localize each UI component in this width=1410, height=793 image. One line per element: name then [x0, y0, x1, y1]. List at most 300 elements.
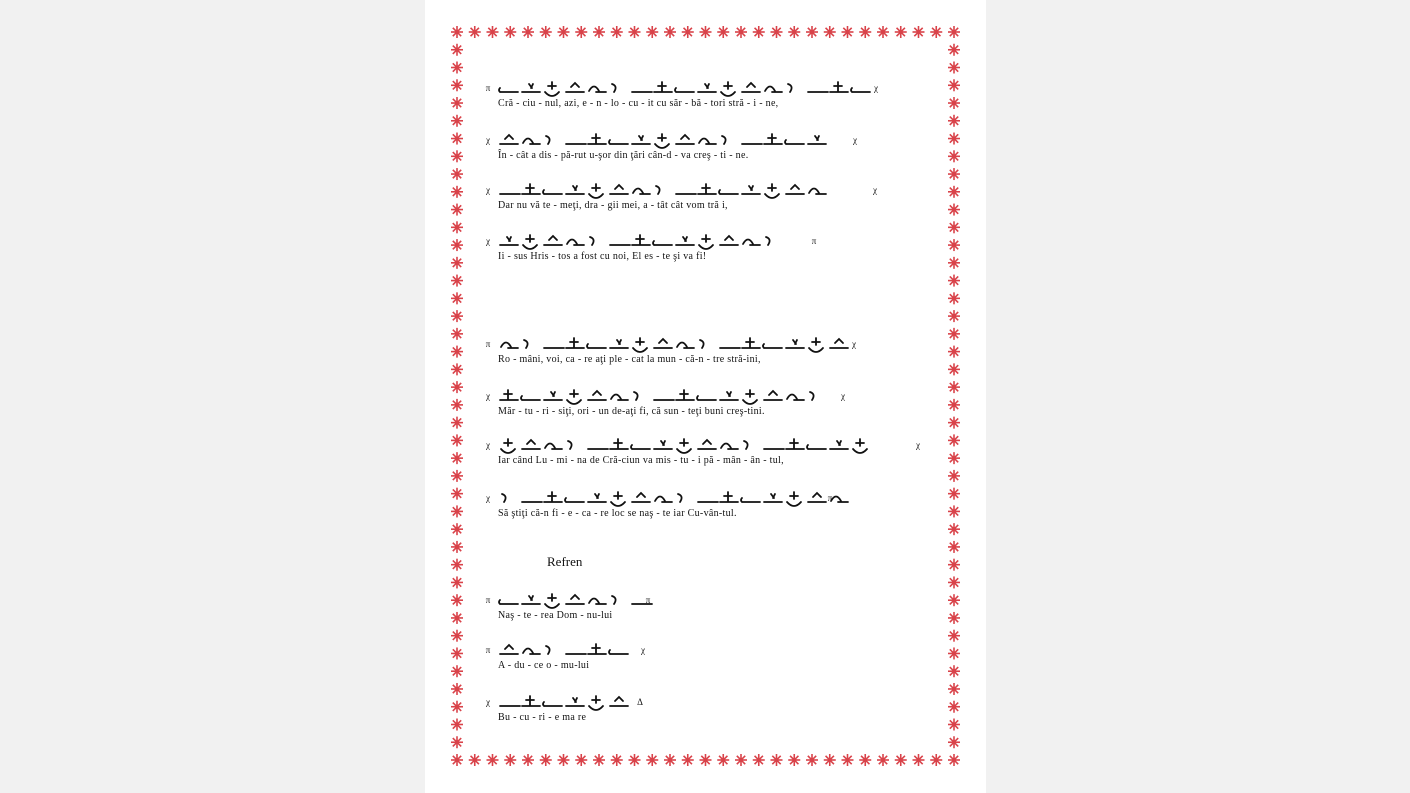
martyria-sign: χ [841, 391, 845, 401]
snowflake-cross-icon [469, 26, 481, 38]
byzantine-neume-icon [589, 87, 606, 93]
martyria-sign: χ [486, 185, 490, 195]
snowflake-cross-icon [948, 62, 960, 74]
byzantine-neume-icon [764, 391, 782, 400]
snowflake-cross-icon [859, 26, 871, 38]
byzantine-neume-icon [612, 84, 616, 92]
byzantine-neume-icon [523, 139, 540, 145]
snowflake-cross-icon [948, 44, 960, 56]
byzantine-neume-icon [610, 185, 628, 194]
byzantine-neume-icon [677, 439, 691, 453]
byzantine-neume-icon [785, 140, 804, 144]
byzantine-neume-icon [764, 494, 782, 502]
byzantine-neume-icon [654, 82, 672, 92]
snowflake-cross-icon [948, 470, 960, 482]
byzantine-neume-icon [676, 390, 694, 400]
snowflake-cross-icon [451, 612, 463, 624]
byzantine-neume-icon [698, 184, 716, 194]
snowflake-cross-icon [948, 736, 960, 748]
refrain-heading: Refren [547, 554, 583, 569]
byzantine-neume-icon [566, 338, 584, 348]
chant-line [484, 692, 924, 728]
snowflake-cross-icon [948, 168, 960, 180]
byzantine-neume-icon [501, 343, 518, 349]
byzantine-neume-icon [589, 184, 603, 198]
martyria-sign: χ [852, 339, 856, 349]
snowflake-cross-icon [487, 26, 499, 38]
martyria-sign: χ [874, 83, 878, 93]
byzantine-neume-icon [719, 190, 738, 194]
snowflake-cross-icon [451, 133, 463, 145]
lyric-text: Iar când Lu - mi - na de Cră-ciun va mis - tu - i pă - mân - ân - tul, [498, 455, 784, 466]
byzantine-neume-icon [742, 338, 760, 348]
snowflake-cross-icon [948, 26, 960, 38]
byzantine-neume-icon [632, 235, 650, 245]
martyria-sign: χ [641, 645, 645, 655]
snowflake-cross-icon [948, 328, 960, 340]
byzantine-neume-icon [566, 595, 584, 604]
snowflake-cross-icon [646, 26, 658, 38]
lyric-text: Cră - ciu - nul, azi, e - n - lo - cu - it cu săr - bă - tori stră - i - ne, [498, 98, 779, 109]
snowflake-cross-icon [948, 239, 960, 251]
snowflake-cross-icon [948, 594, 960, 606]
snowflake-cross-icon [948, 399, 960, 411]
martyria-sign: π [811, 236, 817, 246]
snowflake-cross-icon [842, 754, 854, 766]
byzantine-neume-icon [499, 600, 518, 604]
byzantine-neume-icon [502, 494, 506, 502]
snowflake-cross-icon [451, 115, 463, 127]
lyric-text: Naş - te - rea Dom - nu-lui [498, 610, 613, 621]
byzantine-neume-icon [830, 339, 848, 348]
snowflake-cross-icon [948, 150, 960, 162]
snowflake-cross-icon [771, 754, 783, 766]
snowflake-cross-icon [451, 488, 463, 500]
byzantine-neume-icon [610, 439, 628, 449]
martyria-sign: χ [853, 135, 857, 145]
snowflake-cross-icon [664, 26, 676, 38]
snowflake-cross-icon [451, 505, 463, 517]
byzantine-neume-icon [609, 140, 628, 144]
snowflake-cross-icon [646, 754, 658, 766]
snowflake-cross-icon [451, 576, 463, 588]
byzantine-neume-icon [588, 644, 606, 654]
snowflake-cross-icon [948, 346, 960, 358]
lyric-text: A - du - ce o - mu-lui [498, 660, 590, 671]
snowflake-cross-icon [948, 79, 960, 91]
martyria-sign: π [485, 645, 491, 655]
snowflake-cross-icon [629, 754, 641, 766]
byzantine-neume-icon [721, 82, 735, 96]
snowflake-cross-icon [451, 328, 463, 340]
neume-row [484, 590, 924, 612]
martyria-sign: π [485, 595, 491, 605]
byzantine-neume-icon [588, 391, 606, 400]
chant-line [484, 386, 924, 422]
neume-row [484, 386, 924, 408]
snowflake-cross-icon [451, 683, 463, 695]
snowflake-cross-icon [948, 541, 960, 553]
byzantine-neume-icon [523, 649, 540, 655]
byzantine-neume-icon [634, 392, 638, 400]
snowflake-cross-icon [451, 292, 463, 304]
byzantine-neume-icon [787, 492, 801, 506]
byzantine-neume-icon [610, 340, 628, 348]
byzantine-neume-icon [698, 84, 716, 92]
snowflake-cross-icon [451, 523, 463, 535]
byzantine-neume-icon [500, 237, 518, 245]
byzantine-neume-icon [699, 235, 713, 249]
martyria-sign: χ [486, 440, 490, 450]
martyria-sign: π [485, 339, 491, 349]
byzantine-neume-icon [788, 84, 792, 92]
byzantine-neume-icon [631, 445, 650, 449]
snowflake-cross-icon [451, 204, 463, 216]
document-page [425, 0, 986, 793]
snowflake-cross-icon [948, 754, 960, 766]
byzantine-neume-icon [522, 596, 540, 604]
snowflake-cross-icon [717, 754, 729, 766]
byzantine-neume-icon [632, 493, 650, 502]
lyric-text: Ro - mâni, voi, ca - re aţi ple - cat la mun - că-n - tre stră-ini, [498, 354, 761, 365]
snowflake-cross-icon [451, 594, 463, 606]
snowflake-cross-icon [611, 754, 623, 766]
byzantine-neume-icon [786, 185, 804, 194]
byzantine-neume-icon [524, 340, 528, 348]
byzantine-neume-icon [545, 82, 559, 96]
byzantine-neume-icon [655, 497, 672, 503]
snowflake-cross-icon [451, 310, 463, 322]
snowflake-cross-icon [451, 381, 463, 393]
byzantine-neume-icon [523, 235, 537, 249]
snowflake-cross-icon [451, 399, 463, 411]
byzantine-neume-icon [830, 82, 848, 92]
byzantine-neume-icon [810, 392, 814, 400]
byzantine-neume-icon [720, 236, 738, 245]
martyria-sign: π [645, 595, 651, 605]
byzantine-neume-icon [787, 395, 804, 401]
chant-line [484, 488, 924, 524]
snowflake-cross-icon [487, 754, 499, 766]
snowflake-cross-icon [895, 754, 907, 766]
byzantine-neume-icon [589, 696, 603, 710]
snowflake-cross-icon [451, 26, 463, 38]
snowflake-cross-icon [824, 26, 836, 38]
snowflake-cross-icon [948, 292, 960, 304]
snowflake-cross-icon [895, 26, 907, 38]
snowflake-cross-icon [930, 754, 942, 766]
byzantine-neume-icon [786, 340, 804, 348]
snowflake-cross-icon [664, 754, 676, 766]
byzantine-neume-icon [522, 84, 540, 92]
byzantine-neume-icon [678, 494, 682, 502]
snowflake-cross-icon [948, 576, 960, 588]
byzantine-neume-icon [699, 139, 716, 145]
byzantine-neume-icon [765, 184, 779, 198]
snowflake-cross-icon [593, 26, 605, 38]
byzantine-neume-icon [610, 697, 628, 706]
snowflake-cross-icon [948, 257, 960, 269]
byzantine-neume-icon [744, 441, 748, 449]
byzantine-neume-icon [743, 390, 757, 404]
snowflake-cross-icon [451, 346, 463, 358]
byzantine-neume-icon [590, 237, 594, 245]
martyria-sign: χ [486, 135, 490, 145]
byzantine-neume-icon [521, 396, 540, 400]
snowflake-cross-icon [859, 754, 871, 766]
byzantine-neume-icon [697, 396, 716, 400]
snowflake-cross-icon [451, 363, 463, 375]
snowflake-cross-icon [806, 754, 818, 766]
snowflake-cross-icon [842, 26, 854, 38]
snowflake-cross-icon [948, 452, 960, 464]
lyric-text: Măr - tu - ri - siţi, ori - un de-aţi fi, că sun - teţi buni creş-tini. [498, 406, 765, 417]
snowflake-cross-icon [451, 150, 463, 162]
byzantine-neume-icon [522, 696, 540, 706]
byzantine-neume-icon [633, 189, 650, 195]
snowflake-cross-icon [948, 204, 960, 216]
byzantine-neume-icon [588, 134, 606, 144]
snowflake-cross-icon [451, 470, 463, 482]
snowflake-cross-icon [930, 26, 942, 38]
snowflake-cross-icon [451, 239, 463, 251]
neume-row [484, 692, 924, 714]
snowflake-cross-icon [451, 736, 463, 748]
neume-row [484, 334, 924, 356]
martyria-sign: Δ [637, 697, 643, 707]
byzantine-neume-icon [546, 136, 550, 144]
byzantine-neume-icon [501, 439, 515, 453]
snowflake-cross-icon [913, 754, 925, 766]
byzantine-neume-icon [632, 136, 650, 144]
byzantine-neume-icon [612, 596, 616, 604]
snowflake-cross-icon [771, 26, 783, 38]
byzantine-neume-icon [543, 190, 562, 194]
chant-line [484, 435, 924, 471]
martyria-sign: χ [486, 697, 490, 707]
snowflake-cross-icon [700, 26, 712, 38]
snowflake-cross-icon [522, 754, 534, 766]
neume-row [484, 435, 924, 457]
byzantine-neume-icon [677, 343, 694, 349]
snowflake-cross-icon [877, 26, 889, 38]
snowflake-cross-icon [451, 701, 463, 713]
byzantine-neume-icon [522, 184, 540, 194]
byzantine-neume-icon [851, 88, 870, 92]
byzantine-neume-icon [565, 498, 584, 502]
snowflake-cross-icon [948, 417, 960, 429]
neume-row [484, 78, 924, 100]
byzantine-neume-icon [720, 392, 738, 400]
snowflake-cross-icon [451, 79, 463, 91]
snowflake-cross-icon [948, 559, 960, 571]
byzantine-neume-icon [742, 186, 760, 194]
snowflake-cross-icon [948, 275, 960, 287]
snowflake-cross-icon [753, 754, 765, 766]
snowflake-cross-icon [913, 26, 925, 38]
byzantine-neume-icon [545, 594, 559, 608]
snowflake-cross-icon [948, 523, 960, 535]
martyria-sign: π [485, 83, 491, 93]
byzantine-neume-icon [654, 441, 672, 449]
byzantine-neume-icon [566, 186, 584, 194]
byzantine-neume-icon [611, 492, 625, 506]
snowflake-cross-icon [948, 434, 960, 446]
byzantine-neume-icon [764, 134, 782, 144]
byzantine-neume-icon [611, 395, 628, 401]
byzantine-neume-icon [567, 240, 584, 246]
byzantine-neume-icon [609, 650, 628, 654]
snowflake-cross-icon [504, 26, 516, 38]
snowflake-cross-icon [451, 97, 463, 109]
byzantine-neume-icon [544, 236, 562, 245]
snowflake-cross-icon [877, 754, 889, 766]
lyric-text: Să ştiţi că-n fi - e - ca - re loc se naş - te iar Cu-vân-tul. [498, 508, 737, 519]
byzantine-neume-icon [500, 390, 518, 400]
byzantine-neume-icon [766, 237, 770, 245]
lyric-text: Ii - sus Hris - tos a fost cu noi, El es - te şi va fi! [498, 251, 707, 262]
byzantine-neume-icon [522, 440, 540, 449]
snowflake-cross-icon [540, 754, 552, 766]
byzantine-neume-icon [633, 338, 647, 352]
byzantine-neume-icon [500, 135, 518, 144]
snowflake-cross-icon [451, 275, 463, 287]
snowflake-cross-icon [451, 559, 463, 571]
neume-row [484, 180, 924, 202]
byzantine-neume-icon [566, 698, 584, 706]
snowflake-cross-icon [451, 62, 463, 74]
chant-line [484, 640, 924, 676]
byzantine-neume-icon [808, 136, 826, 144]
snowflake-cross-icon [451, 417, 463, 429]
snowflake-cross-icon [451, 452, 463, 464]
byzantine-neume-icon [808, 493, 826, 502]
byzantine-neume-icon [499, 88, 518, 92]
chant-line [484, 334, 924, 370]
martyria-sign: χ [873, 185, 877, 195]
byzantine-neume-icon [500, 645, 518, 654]
byzantine-neume-icon [567, 390, 581, 404]
byzantine-neume-icon [653, 241, 672, 245]
martyria-sign: χ [486, 493, 490, 503]
snowflake-cross-icon [451, 665, 463, 677]
martyria-sign: χ [486, 236, 490, 246]
byzantine-neume-icon [587, 344, 606, 348]
snowflake-cross-icon [735, 26, 747, 38]
chant-line [484, 231, 924, 267]
snowflake-cross-icon [469, 754, 481, 766]
byzantine-neume-icon [722, 136, 726, 144]
snowflake-cross-icon [451, 630, 463, 642]
snowflake-cross-icon [948, 683, 960, 695]
snowflake-cross-icon [575, 754, 587, 766]
snowflake-cross-icon [629, 26, 641, 38]
snowflake-cross-icon [948, 630, 960, 642]
snowflake-cross-icon [593, 754, 605, 766]
snowflake-cross-icon [948, 115, 960, 127]
byzantine-neume-icon [654, 339, 672, 348]
snowflake-cross-icon [700, 754, 712, 766]
snowflake-cross-icon [948, 381, 960, 393]
byzantine-neume-icon [546, 646, 550, 654]
snowflake-cross-icon [948, 97, 960, 109]
byzantine-neume-icon [544, 492, 562, 502]
snowflake-cross-icon [504, 754, 516, 766]
lyric-text: Bu - cu - ri - e ma re [498, 712, 587, 723]
byzantine-neume-icon [765, 87, 782, 93]
chant-line [484, 78, 924, 114]
snowflake-cross-icon [948, 612, 960, 624]
snowflake-cross-icon [558, 26, 570, 38]
byzantine-neume-icon [676, 237, 694, 245]
byzantine-neume-icon [675, 88, 694, 92]
byzantine-neume-icon [809, 338, 823, 352]
snowflake-cross-icon [806, 26, 818, 38]
chant-line [484, 180, 924, 216]
byzantine-neume-icon [853, 439, 867, 453]
neume-row [484, 488, 924, 510]
snowflake-cross-icon [788, 754, 800, 766]
byzantine-neume-icon [543, 702, 562, 706]
chant-line [484, 130, 924, 166]
snowflake-cross-icon [451, 168, 463, 180]
snowflake-cross-icon [451, 44, 463, 56]
byzantine-neume-icon [830, 441, 848, 449]
snowflake-cross-icon [522, 26, 534, 38]
lyric-text: În - cât a dis - pă-rut u-şor din ţări cân-d - va creş - ti - ne. [498, 150, 749, 161]
snowflake-cross-icon [451, 257, 463, 269]
snowflake-cross-icon [575, 26, 587, 38]
byzantine-neume-icon [566, 83, 584, 92]
snowflake-cross-icon [948, 221, 960, 233]
byzantine-neume-icon [700, 340, 704, 348]
byzantine-neume-icon [656, 186, 660, 194]
byzantine-neume-icon [588, 494, 606, 502]
lyric-text: Dar nu vă te - meţi, dra - gii mei, a - tât cât vom tră i, [498, 200, 728, 211]
martyria-sign: π [827, 493, 833, 503]
snowflake-cross-icon [948, 718, 960, 730]
snowflake-cross-icon [451, 434, 463, 446]
neume-row [484, 640, 924, 662]
snowflake-cross-icon [788, 26, 800, 38]
snowflake-cross-icon [682, 754, 694, 766]
martyria-sign: χ [916, 440, 920, 450]
snowflake-cross-icon [717, 26, 729, 38]
byzantine-neume-icon [655, 134, 669, 148]
snowflake-cross-icon [948, 363, 960, 375]
byzantine-neume-icon [720, 492, 738, 502]
byzantine-neume-icon [589, 599, 606, 605]
martyria-sign: χ [486, 391, 490, 401]
snowflake-cross-icon [753, 26, 765, 38]
snowflake-cross-icon [451, 718, 463, 730]
snowflake-cross-icon [948, 310, 960, 322]
byzantine-neume-icon [676, 135, 694, 144]
byzantine-neume-icon [698, 440, 716, 449]
snowflake-cross-icon [451, 221, 463, 233]
byzantine-neume-icon [763, 344, 782, 348]
byzantine-neume-icon [568, 441, 572, 449]
byzantine-neume-icon [545, 444, 562, 450]
byzantine-neume-icon [741, 498, 760, 502]
byzantine-neume-icon [786, 439, 804, 449]
snowflake-cross-icon [948, 133, 960, 145]
snowflake-cross-icon [682, 26, 694, 38]
snowflake-cross-icon [558, 754, 570, 766]
snowflake-cross-icon [451, 186, 463, 198]
snowflake-cross-icon [948, 701, 960, 713]
byzantine-neume-icon [743, 240, 760, 246]
